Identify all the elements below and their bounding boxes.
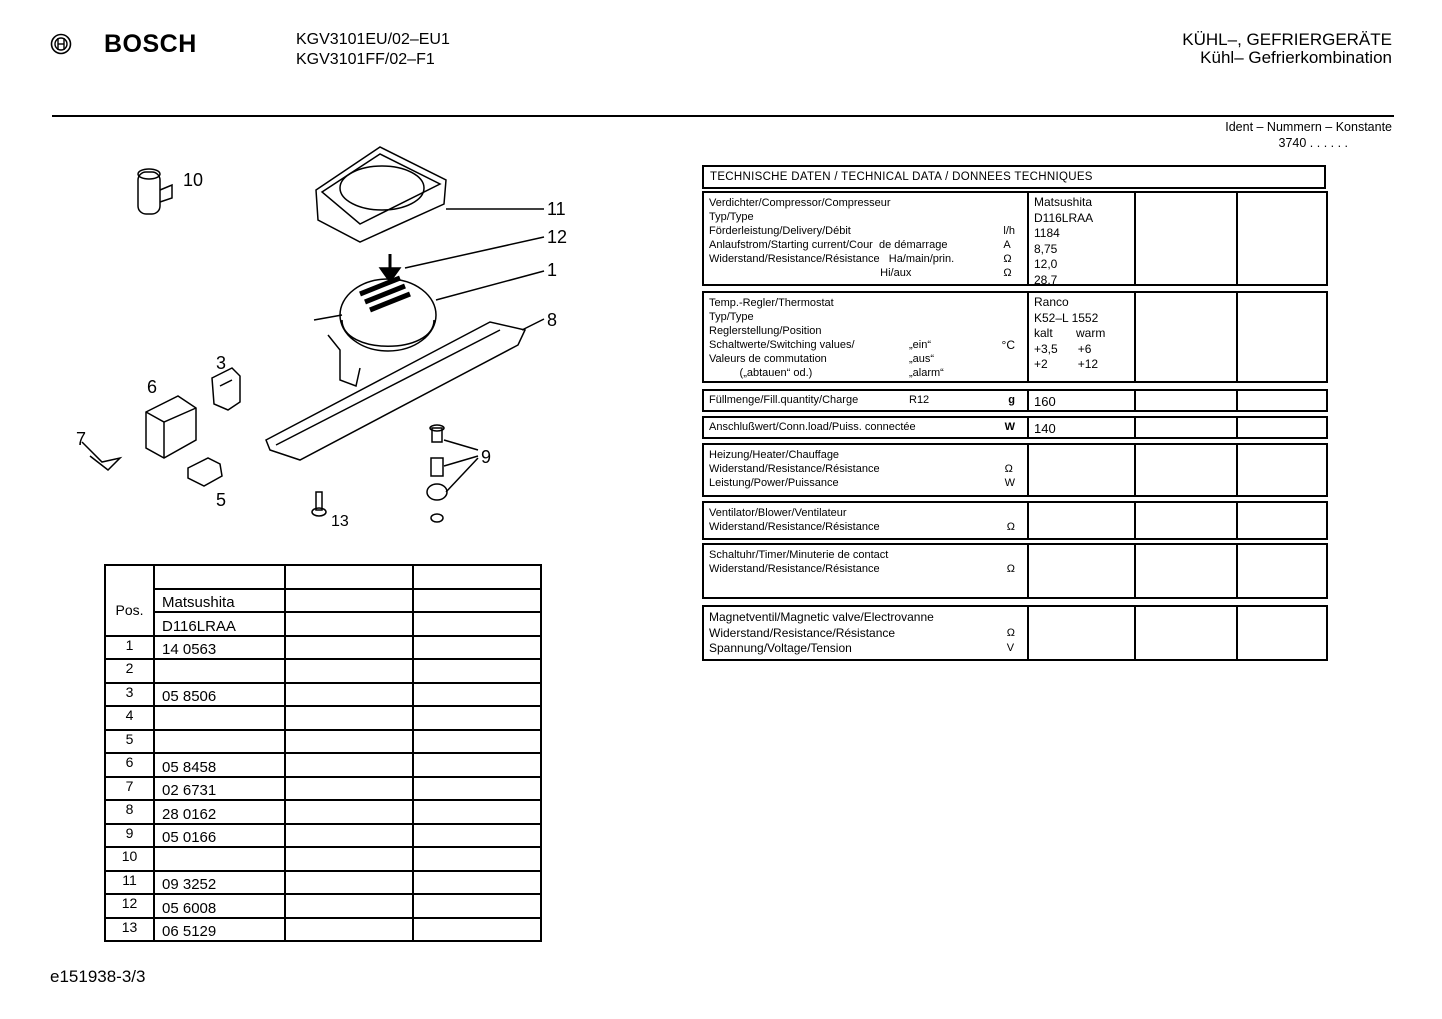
load-value: 140 (1029, 418, 1136, 437)
table-cell (285, 683, 413, 707)
table-row (105, 918, 541, 942)
table-cell (413, 730, 541, 754)
charge-label-text: Füllmenge/Fill.quantity/Charge (709, 394, 859, 406)
empty-column (1136, 193, 1238, 284)
heater-section (702, 443, 1328, 497)
callout-3: 3 (216, 353, 227, 373)
table-cell (413, 871, 541, 895)
pos-cell: 6 (105, 753, 154, 777)
empty-column (1238, 445, 1326, 495)
empty-column (1136, 418, 1238, 437)
load-section (702, 416, 1328, 439)
callout-11: 11 (547, 199, 566, 219)
callout-12: 12 (547, 227, 568, 247)
pos-cell: 2 (105, 659, 154, 683)
table-row (105, 589, 541, 613)
part-number-cell: 05 8506 (154, 683, 285, 707)
table-row (105, 753, 541, 777)
compressor-section (702, 191, 1328, 286)
capacitor-part-drawing (138, 169, 172, 214)
refrigerant-type: R12 (909, 394, 930, 406)
category-subtitle: Kühl– Gefrierkombination (1200, 48, 1392, 67)
part-number-cell (154, 730, 285, 754)
load-label-text: Anschlußwert/Conn.load/Puiss. connectée (709, 421, 916, 433)
pos-cell: 4 (105, 706, 154, 730)
callout-9: 9 (481, 447, 492, 467)
clip-part-drawing (82, 442, 120, 470)
type-cell: D116LRAA (154, 612, 285, 636)
blower-section (702, 501, 1328, 540)
table-cell (413, 565, 541, 589)
empty-column (1238, 503, 1326, 538)
charge-unit: g (1008, 394, 1015, 406)
pos-cell: 12 (105, 894, 154, 918)
empty-column (1029, 545, 1136, 597)
compressor-values: Matsushita D116LRAA 1184 8,75 12,0 28,7 (1029, 193, 1136, 284)
table-cell (413, 918, 541, 942)
empty-column (1136, 391, 1238, 410)
header-divider (52, 115, 1394, 117)
charge-value: 160 (1029, 391, 1136, 410)
table-cell (413, 894, 541, 918)
table-cell (285, 800, 413, 824)
table-cell (285, 730, 413, 754)
empty-column (1029, 607, 1136, 659)
pos-cell: 7 (105, 777, 154, 801)
table-cell (413, 683, 541, 707)
table-cell (413, 636, 541, 660)
timer-units: Ω (1006, 563, 1015, 575)
empty-column (1238, 607, 1326, 659)
table-cell (285, 636, 413, 660)
part-number-cell (154, 659, 285, 683)
base-rail-part-drawing (266, 319, 544, 460)
table-row (105, 683, 541, 707)
ident-block (1225, 119, 1392, 151)
charge-labels (704, 391, 1029, 410)
parts-table (104, 564, 542, 942)
protector-part-drawing (146, 396, 196, 458)
table-cell (285, 871, 413, 895)
exploded-parts-diagram (60, 140, 580, 540)
table-cell (285, 918, 413, 942)
table-cell (413, 659, 541, 683)
compressor-part-drawing (314, 237, 544, 386)
pos-cell: 5 (105, 730, 154, 754)
pos-cell: 11 (105, 871, 154, 895)
pos-header: Pos. (105, 565, 154, 636)
callout-10: 10 (183, 170, 204, 190)
part-number-cell: 05 8458 (154, 753, 285, 777)
thermostat-label-text: Temp.-Regler/Thermostat Typ/Type Reglerstellung/Position Schaltwerte/Switching values/ Valeurs de commutation („abtauen“ od.) (709, 297, 855, 379)
blower-units: Ω (1006, 521, 1015, 533)
pos-cell: 8 (105, 800, 154, 824)
table-cell (413, 589, 541, 613)
mounting-part-drawing (427, 425, 478, 522)
part-number-cell: 09 3252 (154, 871, 285, 895)
part-number-cell: 05 0166 (154, 824, 285, 848)
brand-name: BOSCH (104, 30, 197, 58)
part-number-cell (154, 847, 285, 871)
table-cell (413, 847, 541, 871)
bracket-part-drawing (188, 458, 222, 486)
bosch-logo-icon (50, 33, 72, 55)
manufacturer-cell: Matsushita (154, 589, 285, 613)
callout-7: 7 (76, 429, 87, 449)
table-cell (413, 824, 541, 848)
table-cell (285, 777, 413, 801)
table-cell (285, 894, 413, 918)
cover-part-drawing (316, 147, 544, 242)
timer-section (702, 543, 1328, 599)
callout-5: 5 (216, 490, 227, 510)
empty-column (1238, 545, 1326, 597)
timer-labels (704, 545, 1029, 597)
empty-column (1029, 503, 1136, 538)
empty-column (1136, 445, 1238, 495)
thermostat-labels (704, 293, 1029, 381)
blower-labels (704, 503, 1029, 538)
table-row (105, 659, 541, 683)
empty-column (1136, 607, 1238, 659)
heater-units: Ω W (1004, 463, 1015, 489)
pos-cell: 10 (105, 847, 154, 871)
table-row (105, 777, 541, 801)
table-cell (285, 589, 413, 613)
model-number-2: KGV3101FF/02–F1 (296, 51, 435, 68)
table-row (105, 894, 541, 918)
part-number-cell: 28 0162 (154, 800, 285, 824)
load-unit: W (1004, 421, 1015, 433)
empty-column (1238, 193, 1326, 284)
screw-part-drawing (312, 492, 326, 516)
timer-label-text: Schaltuhr/Timer/Minuterie de contact Widerstand/Resistance/Résistance (709, 549, 889, 575)
table-cell (413, 612, 541, 636)
table-cell (413, 777, 541, 801)
callout-6: 6 (147, 377, 158, 397)
document-code: e151938-3/3 (50, 967, 146, 986)
pos-cell: 13 (105, 918, 154, 942)
empty-column (1238, 293, 1326, 381)
pos-cell: 9 (105, 824, 154, 848)
pos-cell: 3 (105, 683, 154, 707)
table-cell (285, 565, 413, 589)
ident-label: Ident – Nummern – Konstante (1225, 120, 1392, 134)
table-row (105, 636, 541, 660)
table-cell (285, 612, 413, 636)
category-title: KÜHL–, GEFRIERGERÄTE (1182, 30, 1392, 49)
tech-data-header: TECHNISCHE DATEN / TECHNICAL DATA / DONNEES TECHNIQUES (702, 165, 1326, 189)
heater-label-text: Heizung/Heater/Chauffage Widerstand/Resistance/Résistance Leistung/Power/Puissance (709, 449, 880, 489)
thermostat-section (702, 291, 1328, 383)
part-number-cell: 02 6731 (154, 777, 285, 801)
empty-column (1238, 418, 1326, 437)
thermostat-sub-labels: „ein“ „aus“ „alarm“ (909, 339, 944, 379)
empty-column (1136, 293, 1238, 381)
compressor-labels (704, 193, 1029, 284)
thermostat-values: Ranco K52–L 1552 kalt warm +3,5 +6 +2 +12 (1029, 293, 1136, 381)
table-row (105, 800, 541, 824)
table-cell (413, 706, 541, 730)
empty-column (1238, 391, 1326, 410)
empty-column (1136, 503, 1238, 538)
ident-value: 3740 . . . . . . (1278, 136, 1348, 150)
charge-section (702, 389, 1328, 412)
empty-column (1136, 545, 1238, 597)
empty-column (1029, 445, 1136, 495)
callout-1: 1 (547, 260, 558, 280)
relay-part-drawing (212, 368, 240, 410)
table-cell (285, 824, 413, 848)
table-row (105, 730, 541, 754)
table-row (105, 871, 541, 895)
part-number-cell: 06 5129 (154, 918, 285, 942)
heater-labels (704, 445, 1029, 495)
compressor-label-text: Verdichter/Compressor/Compresseur Typ/Type Förderleistung/Delivery/Débit Anlaufstrom/Starting current/Cour de démarrage Widerstand/Resistance/Résistance Ha/main/prin. Hi/aux (709, 197, 955, 279)
load-labels (704, 418, 1029, 437)
table-cell (285, 753, 413, 777)
valve-label-text: Magnetventil/Magnetic valve/Electrovanne Widerstand/Resistance/Résistance Spannung/Voltage/Tension (709, 610, 934, 655)
table-row (105, 565, 541, 589)
model-number-1: KGV3101EU/02–EU1 (296, 31, 450, 48)
table-cell (285, 659, 413, 683)
pos-cell: 1 (105, 636, 154, 660)
valve-section (702, 605, 1328, 661)
blower-label-text: Ventilator/Blower/Ventilateur Widerstand/Resistance/Résistance (709, 507, 880, 533)
callout-8: 8 (547, 310, 558, 330)
table-row (105, 612, 541, 636)
part-number-cell: 14 0563 (154, 636, 285, 660)
valve-units: Ω V (1006, 626, 1015, 654)
part-number-cell (154, 706, 285, 730)
compressor-units: l/h A Ω Ω (1003, 225, 1015, 279)
valve-labels (704, 607, 1029, 659)
table-cell (285, 847, 413, 871)
thermostat-unit: °C (1001, 338, 1015, 352)
callout-13: 13 (331, 513, 349, 530)
table-row (105, 706, 541, 730)
table-cell (413, 753, 541, 777)
part-number-cell: 05 6008 (154, 894, 285, 918)
table-row (105, 847, 541, 871)
table-cell (285, 706, 413, 730)
table-row (105, 824, 541, 848)
table-cell (154, 565, 285, 589)
table-cell (413, 800, 541, 824)
